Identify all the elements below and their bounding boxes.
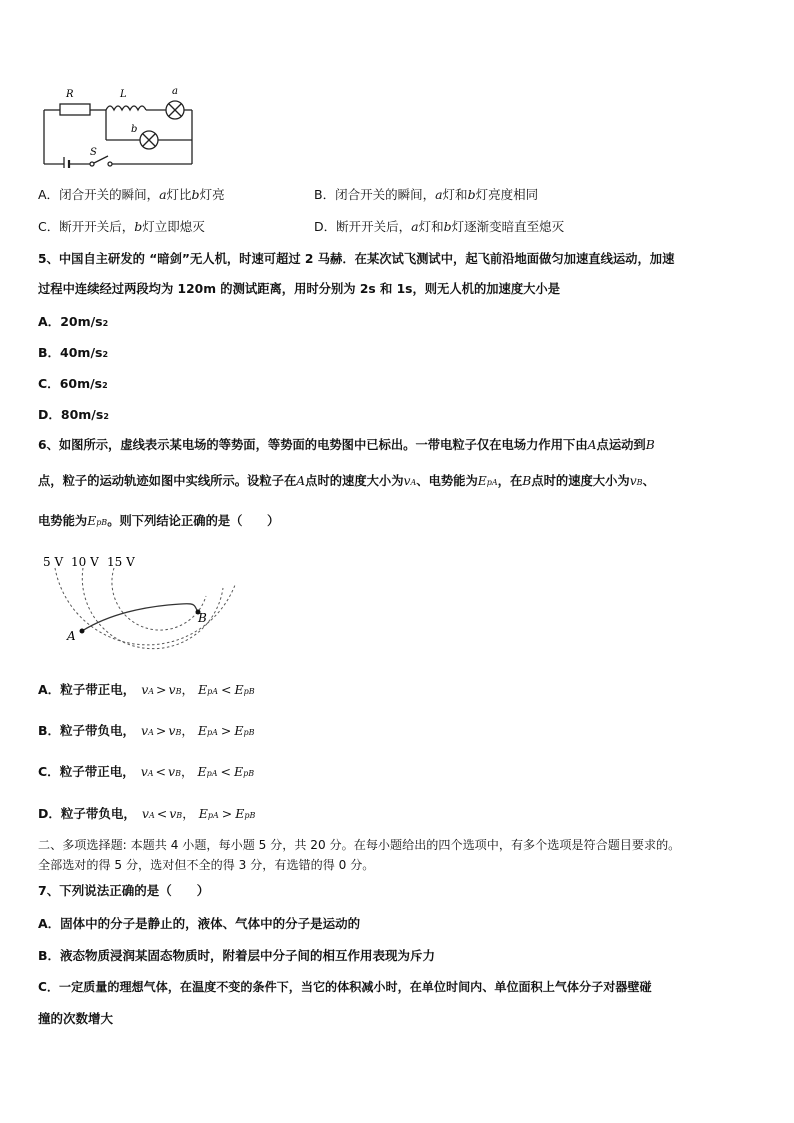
q4-option-c: C． 断开开关后， b 灯立即熄灭 — [38, 219, 205, 234]
q5-option-b: B． 40m/s 2 — [38, 345, 109, 360]
particle-trajectory — [82, 604, 198, 631]
q5-option-a: A． 20m/s 2 — [38, 314, 109, 329]
q6-stem-line3: 电势能为 E pB 。则下列结论正确的是（ ） — [38, 514, 280, 528]
q5-option-c: C． 60m/s 2 — [38, 376, 108, 391]
label-point-a: A — [67, 629, 76, 643]
label-S: S — [90, 147, 97, 158]
q6-stem-line2: 点，粒子的运动轨迹如图中实线所示。设粒子在 A 点时的速度大小为 v A 、电势能为 E pA ，在 B 点时的速度大小为 v B 、 — [38, 474, 655, 488]
q4-option-d: D． 断开开关后， a 灯和 b 灯逐渐变暗直至熄灭 — [314, 219, 565, 234]
label-10v: 10 V — [71, 555, 99, 569]
label-15v: 15 V — [107, 555, 135, 569]
q7-option-c-line2: 撞的次数增大 — [38, 1011, 114, 1026]
section2-line1: 二、多项选择题: 本题共 4 小题，每小题 5 分，共 20 分。在每小题给出的四个选项中，有多个选项是符合题目要求的。 — [38, 838, 681, 852]
label-a: a — [172, 86, 178, 97]
q4-option-a: A． 闭合开关的瞬间， a 灯比 b 灯亮 — [38, 187, 225, 202]
q6-option-c: C． 粒子带正电， v A < v B ， E pA < E pB — [38, 764, 255, 779]
q5-stem-line1: 5、中国自主研发的 “暗剑”无人机，时速可超过 2 马赫．在某次试飞测试中，起飞前沿地面做匀加速直线运动，加速 — [38, 252, 675, 266]
label-R: R — [66, 89, 74, 100]
equipotential-15v — [112, 568, 206, 630]
q6-option-b: B． 粒子带负电， v A > v B ， E pA > E pB — [38, 723, 255, 738]
q6-option-d: D． 粒子带负电， v A < v B ， E pA > E pB — [38, 806, 256, 821]
q6-option-a: A． 粒子带正电， v A > v B ， E pA < E pB — [38, 682, 255, 697]
q7-option-b: B．液态物质浸润某固态物质时，附着层中分子间的相互作用表现为斥力 — [38, 948, 436, 963]
circuit-diagram — [38, 82, 198, 168]
label-L: L — [120, 89, 127, 100]
q7-option-c-line1: C．一定质量的理想气体，在温度不变的条件下，当它的体积减小时，在单位时间内、单位面积上气体分子对器壁碰 — [38, 980, 652, 994]
q5-stem-line2: 过程中连续经过两段均为 120m 的测试距离，用时分别为 2s 和 1s，则无人机的加速度大小是 — [38, 282, 561, 296]
label-5v: 5 V — [43, 555, 64, 569]
q6-stem-line1: 6、如图所示，虚线表示某电场的等势面，等势面的电势图中已标出。一带电粒子仅在电场力作用下由 A 点运动到 B — [38, 438, 655, 452]
section2-line2: 全部选对的得 5 分，选对但不全的得 3 分，有选错的得 0 分。 — [38, 858, 375, 872]
point-a-dot — [80, 629, 85, 634]
equipotential-figure — [38, 550, 248, 665]
q4-option-b: B． 闭合开关的瞬间， a 灯和 b 灯亮度相同 — [314, 187, 539, 202]
q5-option-d: D． 80m/s 2 — [38, 407, 109, 422]
q7-option-a: A．固体中的分子是静止的，液体、气体中的分子是运动的 — [38, 916, 361, 931]
label-point-b: B — [198, 611, 207, 625]
q7-stem: 7、下列说法正确的是（ ） — [38, 883, 210, 898]
equipotential-10v — [82, 568, 223, 649]
label-b: b — [131, 124, 138, 135]
